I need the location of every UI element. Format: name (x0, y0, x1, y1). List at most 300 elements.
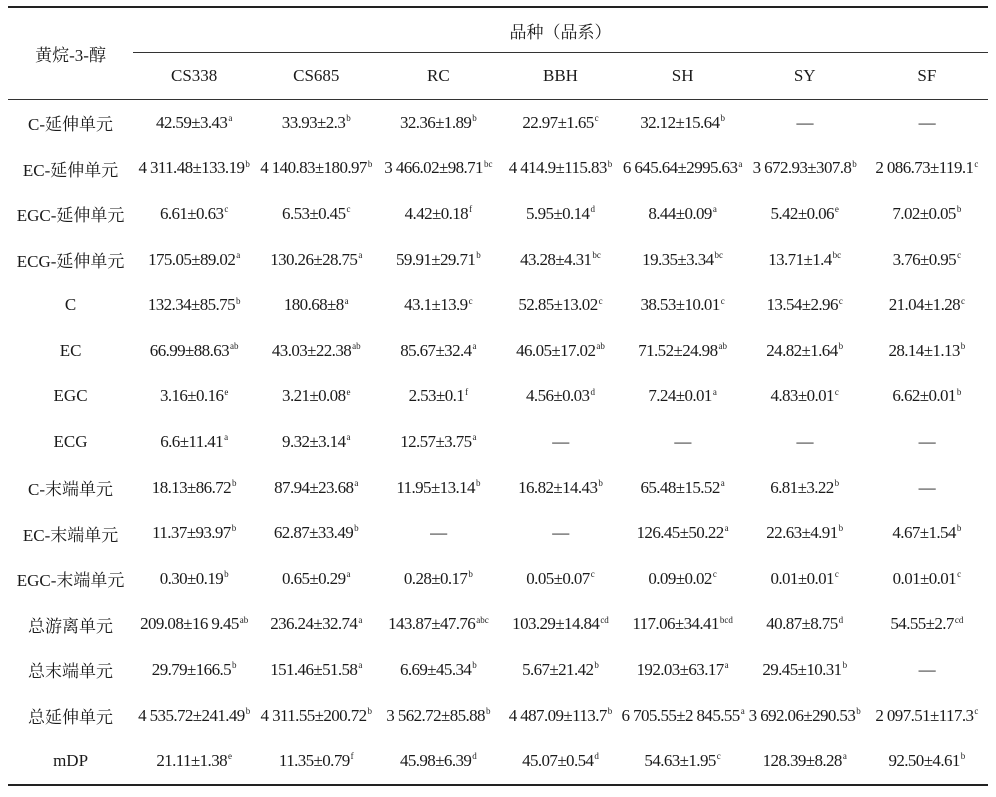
table-cell (133, 510, 255, 556)
table-cell (622, 510, 744, 556)
significance-letter: b (956, 523, 962, 534)
significance-letter: b (235, 295, 241, 306)
table-cell (499, 602, 621, 648)
cell-value: 6.81±3.22 (770, 477, 834, 497)
cell-value: 117.06±34.41 (632, 614, 719, 634)
significance-letter: b (367, 705, 372, 716)
table-cell (377, 191, 499, 237)
significance-letter: c (598, 295, 603, 306)
cell-value: 132.34±85.75 (147, 295, 235, 315)
table-cell (133, 191, 255, 237)
table-cell (377, 282, 499, 328)
cell-value: 29.45±10.31 (762, 659, 842, 679)
table-row (8, 237, 988, 283)
significance-letter: b (838, 523, 844, 534)
cell-value: 85.67±32.4 (400, 340, 472, 360)
cell-value: 0.28±0.17 (403, 568, 468, 588)
table-row (8, 647, 988, 693)
table-cell (377, 328, 499, 374)
cell-value: 5.42±0.06 (770, 203, 834, 223)
significance-letter: b (475, 477, 481, 488)
row-label: C-末端单元 (28, 480, 114, 500)
cell-value: 3 672.93±307.8 (752, 158, 852, 178)
table-cell (622, 556, 744, 602)
table-cell (866, 191, 988, 237)
cell-value: — (918, 112, 936, 132)
table-cell (622, 328, 744, 374)
cell-value: 126.45±50.22 (636, 523, 724, 543)
significance-letter: bc (483, 158, 493, 169)
significance-letter: c (720, 295, 725, 306)
table-cell (377, 146, 499, 192)
cell-value: 24.82±1.64 (766, 340, 838, 360)
cell-value: 7.24±0.01 (648, 386, 712, 406)
cell-value: 0.09±0.02 (648, 568, 712, 588)
table-cell (255, 282, 377, 328)
table-row (8, 556, 988, 602)
significance-letter: a (712, 204, 717, 215)
cell-value: 40.87±8.75 (766, 614, 838, 634)
table-cell (377, 419, 499, 465)
significance-letter: a (228, 113, 233, 124)
significance-letter: ab (718, 341, 727, 352)
significance-letter: c (468, 295, 473, 306)
cell-value: 3.16±0.16 (159, 386, 224, 406)
significance-letter: e (224, 386, 229, 397)
header-row-columns (8, 53, 988, 100)
table-cell (255, 237, 377, 283)
cell-value: 209.08±16 9.45 (140, 614, 239, 634)
cell-value: 22.63±4.91 (766, 523, 838, 543)
cell-value: 32.12±15.64 (640, 112, 720, 132)
table-header (8, 7, 988, 100)
table-cell (377, 556, 499, 602)
table-cell (255, 328, 377, 374)
significance-letter: cd (954, 614, 964, 625)
significance-letter: b (485, 705, 491, 716)
table-cell (622, 693, 744, 739)
table-cell (499, 374, 621, 420)
table-cell (377, 100, 499, 146)
variety-group-header: 品种（品系） (133, 7, 988, 53)
significance-letter: c (346, 204, 351, 215)
table-cell (255, 556, 377, 602)
cell-value: 32.36±1.89 (399, 112, 472, 132)
significance-letter: b (960, 341, 966, 352)
cell-value: 128.39±8.28 (762, 751, 842, 771)
table-cell (866, 237, 988, 283)
significance-letter: ab (239, 614, 249, 625)
table-cell (255, 146, 377, 192)
cell-value: 45.07±0.54 (522, 751, 594, 771)
cell-value: — (918, 431, 936, 451)
cell-value: 12.57±3.75 (400, 431, 472, 451)
table-cell (133, 328, 255, 374)
cell-value: 28.14±1.13 (888, 340, 960, 360)
significance-letter: c (712, 569, 717, 580)
significance-letter: b (856, 705, 861, 716)
table-cell (622, 738, 744, 785)
table-cell (622, 282, 744, 328)
cell-value: — (552, 431, 569, 451)
cell-value: 2.53±0.1 (408, 386, 465, 406)
cell-value: 3 692.06±290.53 (748, 705, 856, 725)
table-row (8, 465, 988, 511)
significance-letter: b (472, 113, 477, 124)
table-cell (133, 693, 255, 739)
cell-value: 3.21±0.08 (282, 386, 346, 406)
significance-letter: b (346, 113, 351, 124)
row-label: EC-延伸单元 (22, 160, 119, 180)
cell-value: 4.56±0.03 (526, 386, 590, 406)
significance-letter: d (590, 386, 595, 397)
cell-value: 11.95±13.14 (396, 477, 475, 497)
significance-letter: a (472, 432, 477, 443)
significance-letter: a (738, 158, 743, 169)
significance-letter: b (834, 477, 840, 488)
table-cell (866, 282, 988, 328)
table-cell (499, 282, 621, 328)
table-cell (377, 647, 499, 693)
row-label: ECG-延伸单元 (16, 252, 125, 272)
row-label: EC-末端单元 (22, 525, 119, 545)
significance-letter: e (228, 751, 233, 762)
significance-letter: c (834, 569, 839, 580)
significance-letter: d (838, 614, 844, 625)
significance-letter: bc (592, 249, 601, 260)
table-row (8, 146, 988, 192)
significance-letter: c (957, 249, 962, 260)
cell-value: — (796, 112, 813, 132)
table-cell (255, 738, 377, 785)
cell-value: 3 466.02±98.71 (384, 158, 483, 178)
significance-letter: c (974, 158, 979, 169)
table-row (8, 510, 988, 556)
cell-value: 65.48±15.52 (640, 477, 720, 497)
corner-label: 黄烷-3-醇 (8, 7, 133, 100)
table-cell (744, 738, 866, 785)
row-label: C (64, 295, 77, 315)
table-cell (377, 465, 499, 511)
significance-letter: a (346, 569, 351, 580)
table-cell (499, 693, 621, 739)
significance-letter: e (346, 386, 351, 397)
table-cell (744, 374, 866, 420)
table-cell (622, 146, 744, 192)
table-cell (133, 374, 255, 420)
significance-letter: c (834, 386, 839, 397)
table-cell (866, 510, 988, 556)
cell-value: 151.46±51.58 (270, 659, 358, 679)
cell-value: 22.97±1.65 (522, 112, 594, 132)
significance-letter: ab (230, 341, 239, 352)
significance-letter: a (358, 660, 363, 671)
cell-value: — (430, 523, 447, 543)
significance-letter: c (224, 204, 229, 215)
cell-value: 11.35±0.79 (278, 751, 350, 771)
table-cell (255, 191, 377, 237)
row-label: mDP (8, 738, 133, 785)
significance-letter: cd (600, 614, 609, 625)
cell-value: 8.44±0.09 (648, 203, 712, 223)
table-row (8, 738, 988, 785)
table-cell (255, 419, 377, 465)
significance-letter: a (358, 614, 363, 625)
significance-letter: b (956, 386, 962, 397)
table-cell (133, 465, 255, 511)
significance-letter: b (245, 158, 250, 169)
table-cell (133, 419, 255, 465)
table-body (8, 100, 988, 785)
cell-value: 6.61±0.63 (159, 203, 224, 223)
cell-value: 3 562.72±85.88 (386, 705, 485, 725)
row-label: EC (59, 340, 82, 360)
significance-letter: c (961, 295, 966, 306)
table-cell (499, 510, 621, 556)
table-cell (866, 693, 988, 739)
cell-value: 6 705.55±2 845.55 (621, 705, 740, 725)
significance-letter: b (472, 660, 477, 671)
significance-letter: b (842, 660, 848, 671)
table-cell (133, 738, 255, 785)
cell-value: 130.26±28.75 (270, 249, 358, 269)
table-cell (866, 556, 988, 602)
row-label: EGC (53, 386, 88, 406)
cell-value: — (796, 431, 813, 451)
table-cell (622, 100, 744, 146)
cell-value: 13.54±2.96 (766, 295, 838, 315)
cell-value: — (918, 659, 936, 679)
significance-letter: bcd (719, 614, 733, 625)
flavan-3-ol-table (8, 6, 988, 786)
cell-value: 236.24±32.74 (270, 614, 358, 634)
cell-value: 4.83±0.01 (770, 386, 834, 406)
table-cell (377, 374, 499, 420)
cell-value: 4 535.72±241.49 (138, 705, 245, 725)
cell-value: 4 311.55±200.72 (260, 705, 367, 725)
table-cell (133, 647, 255, 693)
row-label: 总延伸单元 (28, 708, 114, 728)
table-cell (499, 465, 621, 511)
table-cell (377, 693, 499, 739)
significance-letter: a (354, 477, 359, 488)
table-cell (377, 602, 499, 648)
table-cell (133, 100, 255, 146)
row-label: EGC-延伸单元 (16, 206, 125, 226)
table-cell (866, 738, 988, 785)
significance-letter: b (956, 204, 962, 215)
cell-value: 92.50±4.61 (888, 751, 960, 771)
cell-value: 4.67±1.54 (892, 523, 956, 543)
table-cell (499, 146, 621, 192)
table-cell (255, 510, 377, 556)
cell-value: 175.05±89.02 (148, 249, 236, 269)
row-label: EGC-末端单元 (16, 571, 125, 591)
table-row (8, 419, 988, 465)
significance-letter: b (354, 523, 359, 534)
column-header: SY (744, 53, 866, 100)
cell-value: 19.35±3.34 (642, 249, 714, 269)
row-label: 总游离单元 (28, 616, 114, 636)
cell-value: 7.02±0.05 (892, 203, 956, 223)
table-cell (866, 374, 988, 420)
cell-value: 6.53±0.45 (282, 203, 346, 223)
table-cell (377, 510, 499, 556)
table-cell (499, 419, 621, 465)
row-label: C-延伸单元 (28, 115, 114, 135)
column-header: CS338 (133, 53, 255, 100)
table-row (8, 602, 988, 648)
significance-letter: f (350, 751, 354, 762)
cell-value: 33.93±2.3 (281, 112, 346, 132)
table-cell (866, 100, 988, 146)
cell-value: 4.42±0.18 (404, 203, 469, 223)
significance-letter: b (960, 751, 966, 762)
cell-value: 11.37±93.97 (152, 523, 231, 543)
table-cell (133, 556, 255, 602)
significance-letter: c (716, 751, 721, 762)
significance-letter: c (838, 295, 843, 306)
table-cell (255, 465, 377, 511)
significance-letter: d (590, 204, 595, 215)
significance-letter: b (720, 113, 725, 124)
table-cell (499, 191, 621, 237)
table-cell (744, 100, 866, 146)
cell-value: 4 414.9±115.83 (508, 158, 607, 178)
table-cell (866, 328, 988, 374)
cell-value: 3.76±0.95 (892, 249, 957, 269)
significance-letter: f (469, 204, 473, 215)
cell-value: 0.01±0.01 (770, 568, 834, 588)
significance-letter: e (834, 204, 839, 215)
cell-value: 103.29±14.84 (512, 614, 600, 634)
table-cell (744, 647, 866, 693)
significance-letter: c (957, 569, 962, 580)
table-cell (744, 328, 866, 374)
table-row (8, 282, 988, 328)
cell-value: 6 645.64±2995.63 (622, 158, 738, 178)
cell-value: 66.99±88.63 (149, 340, 230, 360)
significance-letter: a (724, 523, 729, 534)
significance-letter: a (720, 477, 725, 488)
table-cell (744, 146, 866, 192)
significance-letter: a (358, 249, 363, 260)
table-cell (744, 510, 866, 556)
significance-letter: b (245, 705, 251, 716)
significance-letter: b (598, 477, 603, 488)
cell-value: 0.01±0.01 (892, 568, 957, 588)
table-cell (622, 419, 744, 465)
cell-value: 0.05±0.07 (526, 568, 590, 588)
cell-value: 4 487.09±113.7 (508, 705, 607, 725)
table-cell (866, 647, 988, 693)
cell-value: 71.52±24.98 (638, 340, 718, 360)
table-row (8, 100, 988, 146)
significance-letter: d (594, 751, 599, 762)
table-cell (255, 100, 377, 146)
significance-letter: a (712, 386, 717, 397)
cell-value: 43.03±22.38 (271, 340, 352, 360)
row-label: 总末端单元 (28, 662, 114, 682)
cell-value: 42.59±3.43 (155, 112, 228, 132)
table-cell (499, 237, 621, 283)
significance-letter: c (594, 113, 599, 124)
cell-value: 21.04±1.28 (888, 295, 961, 315)
significance-letter: abc (476, 614, 489, 625)
table-cell (744, 237, 866, 283)
significance-letter: b (607, 158, 613, 169)
table-cell (622, 647, 744, 693)
cell-value: 38.53±10.01 (640, 295, 720, 315)
significance-letter: bc (832, 249, 842, 260)
cell-value: 62.87±33.49 (273, 523, 354, 543)
table-cell (866, 602, 988, 648)
cell-value: 9.32±3.14 (282, 431, 346, 451)
cell-value: 13.71±1.4 (768, 249, 832, 269)
significance-letter: d (472, 751, 477, 762)
significance-letter: a (346, 432, 351, 443)
cell-value: 4 311.48±133.19 (138, 158, 245, 178)
significance-letter: a (740, 705, 745, 716)
column-header: RC (377, 53, 499, 100)
significance-letter: b (367, 158, 373, 169)
cell-value: 21.11±1.38 (156, 751, 228, 771)
cell-value: — (674, 431, 691, 451)
cell-value: 192.03±63.17 (636, 659, 724, 679)
table-cell (866, 465, 988, 511)
cell-value: 46.05±17.02 (516, 340, 596, 360)
significance-letter: b (224, 569, 229, 580)
table-cell (499, 738, 621, 785)
significance-letter: c (974, 705, 979, 716)
table-cell (133, 282, 255, 328)
table-cell (255, 602, 377, 648)
table-cell (744, 282, 866, 328)
table-row (8, 693, 988, 739)
cell-value: 180.68±8 (283, 295, 344, 315)
significance-letter: a (842, 751, 847, 762)
table-row (8, 191, 988, 237)
cell-value: 52.85±13.02 (518, 295, 598, 315)
significance-letter: b (594, 660, 599, 671)
column-header: SH (622, 53, 744, 100)
table-cell (499, 100, 621, 146)
table-cell (622, 465, 744, 511)
table-cell (866, 419, 988, 465)
significance-letter: b (468, 569, 473, 580)
table-cell (622, 191, 744, 237)
cell-value: 45.98±6.39 (399, 751, 472, 771)
table-cell (255, 693, 377, 739)
table-cell (744, 556, 866, 602)
table-row (8, 374, 988, 420)
significance-letter: b (838, 341, 844, 352)
table-cell (622, 374, 744, 420)
significance-letter: c (590, 569, 595, 580)
significance-letter: b (852, 158, 857, 169)
column-header: BBH (499, 53, 621, 100)
significance-letter: a (344, 295, 349, 306)
cell-value: 6.69±45.34 (399, 659, 472, 679)
significance-letter: a (224, 432, 229, 443)
cell-value: 2 086.73±119.1 (875, 158, 974, 178)
header-row-group (8, 7, 988, 53)
significance-letter: a (236, 249, 241, 260)
cell-value: 54.63±1.95 (644, 751, 716, 771)
significance-letter: b (232, 477, 237, 488)
table-cell (744, 191, 866, 237)
table-cell (744, 693, 866, 739)
